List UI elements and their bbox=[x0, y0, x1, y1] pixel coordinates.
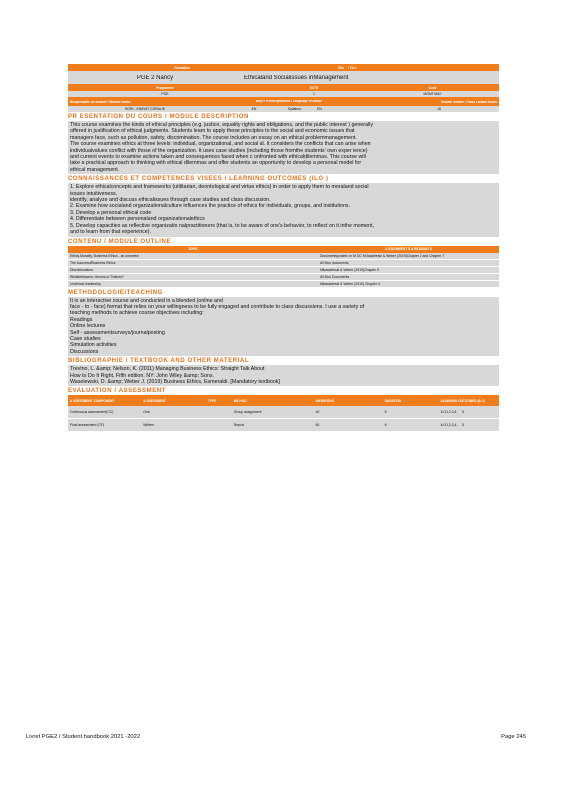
competence-line: and to learn from that experience). bbox=[70, 229, 151, 236]
bibliography-text bbox=[68, 365, 499, 386]
presentation-line: This course examines the kinds of ethical principles (e.g. justice, equality rights and obligations, and the public interest ) generally bbox=[70, 122, 373, 128]
syllabus-value: EN bbox=[317, 107, 322, 111]
competence-line: 1. Explore ethicalconcepts and frameworks (utilitarian, deontological and virtue ethics) in order to apply them to moraland social bbox=[70, 184, 369, 191]
outline-topic: Discriminations bbox=[68, 266, 318, 273]
competences-heading: CONNAISSANCES ET COMPETENCES VISEES / LEARNING OUTCOMES (ILO ) bbox=[68, 176, 329, 183]
ects-value: 1 bbox=[313, 92, 315, 96]
syllabus-label: Syllabus: bbox=[288, 107, 302, 111]
outline-topic-header: TOPIC bbox=[68, 246, 318, 253]
eval-ilo-main: ILO1,2,3,4, bbox=[440, 410, 458, 415]
volume-label: Volume horaire / Class contact hours bbox=[440, 99, 497, 104]
competences-text bbox=[68, 183, 499, 236]
volume-value: 16 bbox=[437, 107, 441, 111]
table-row bbox=[68, 266, 499, 273]
formation-label: Formation bbox=[174, 65, 190, 70]
outline-assignment: Documentsposted on M OC M ilaskeleski & Weber (2019)Chapter 2 and Chapter 7 bbox=[318, 253, 499, 260]
code-value: MGMT4610 bbox=[423, 92, 442, 96]
table-row bbox=[68, 406, 499, 419]
outline-table bbox=[68, 246, 499, 288]
methodology-line: Case studies bbox=[70, 335, 101, 342]
programme-header-bar bbox=[68, 84, 499, 91]
eval-col-assessment: A SSESSMENT bbox=[141, 395, 206, 406]
syllabus-page bbox=[68, 64, 499, 432]
table-row bbox=[68, 273, 499, 280]
methodology-line: Simulation activities bbox=[70, 342, 117, 349]
methodology-line: It is an interactive course and conducted in a blended (online and bbox=[70, 297, 223, 304]
methodology-line: Readings bbox=[70, 316, 93, 323]
eval-duration: 6 bbox=[383, 419, 439, 432]
competence-line: 2. Examine how socialand organizationalculture influences the practice of ethics for individuals, groups, and institutions. bbox=[70, 203, 351, 210]
title-label: Title bbox=[337, 65, 344, 70]
presentation-text bbox=[68, 121, 499, 174]
eval-assessment: Written bbox=[141, 419, 206, 432]
table-row bbox=[68, 280, 499, 287]
outline-assignment: Mikaskeleski & Weber (2019) Chapter 4 bbox=[318, 280, 499, 287]
table-row bbox=[68, 259, 499, 266]
responsable-values-row bbox=[68, 106, 499, 112]
responsable-label: Responsable de module / Module leader bbox=[70, 99, 131, 104]
responsable-value: RORI - KHAYAT CORALIE bbox=[124, 107, 166, 111]
competence-line: issues intuitiveness, bbox=[70, 190, 118, 197]
presentation-line: The course examines ethics at three levels: individual, organizational, and social al. It considers the conflicts that can arise when bbox=[70, 141, 371, 148]
evaluation-header-row bbox=[68, 395, 499, 406]
eval-ilo-extra: 5 bbox=[462, 423, 464, 428]
eval-method bbox=[206, 406, 232, 419]
eval-col-duration: DURATION bbox=[383, 395, 439, 406]
header-formation-bar bbox=[68, 64, 499, 71]
language-label: lang e d'enseignement / Language of tuition bbox=[255, 99, 323, 103]
course-title: Ethicaland Socialissues inManagement bbox=[244, 74, 349, 81]
bibliography-line: How to Do It Right, Fifth edition. NY: John Wiley &amp; Sons. bbox=[70, 372, 214, 379]
competence-line: identify, analyze and discuss ethicalissues through case studies and class discussion. bbox=[70, 197, 271, 204]
outline-assignment: All Moc Documents bbox=[318, 273, 499, 280]
responsable-header-bar bbox=[68, 97, 499, 106]
eval-ilo bbox=[439, 406, 499, 419]
eval-component: Continuous assessment(CC) bbox=[68, 406, 141, 419]
eval-col-component: A SSESSMENT COMPONENT bbox=[68, 395, 141, 406]
presentation-line: managers face, such as pollution, safety, discrimination. The course includes an essay on an ethical problemmanagement. bbox=[70, 134, 357, 141]
outline-assignment: Mikaskeleski & Weber (2019)Chapter 9 bbox=[318, 266, 499, 273]
outline-topic: Ethics,Morality, Business Ethics - an overview bbox=[68, 253, 318, 260]
eval-ilo-extra: 5 bbox=[462, 410, 464, 415]
presentation-line: offered in justification of ethical judgments. Students learn to apply these principles to the social and economic issues that bbox=[70, 128, 355, 135]
footer-page-number: Page 245 bbox=[501, 734, 526, 740]
evaluation-heading: EVALUATION / ASSESSMENT bbox=[68, 388, 167, 395]
outline-heading: CONTENU / MODULE OUTLINE bbox=[68, 238, 172, 245]
outline-header-row bbox=[68, 246, 499, 253]
evaluation-table bbox=[68, 395, 499, 432]
eval-weighting: 40 bbox=[314, 406, 383, 419]
eval-component: Final assessment (CF) bbox=[68, 419, 141, 432]
outline-assignment: All Moc documents bbox=[318, 259, 499, 266]
methodology-line: face - to - face) format that relies on your willingness to be fully engaged and contribute to class discussions. I use a variety of bbox=[70, 303, 365, 310]
presentation-line: and current events to examine actions taken and consequences faced when c onfronted with ethicaldilemmas. This course will bbox=[70, 154, 366, 161]
outline-topic: Whistleblowers: Heroes or Traitors? bbox=[68, 273, 318, 280]
methodology-text bbox=[68, 297, 499, 357]
bibliography-line: Waselewski, D. &amp; Weber J. (2019) Business Ethics, Esmeraldi. [Mandatory textbook] bbox=[70, 378, 280, 385]
code-label: Code bbox=[428, 85, 437, 90]
outline-topic: Unethical leadership bbox=[68, 280, 318, 287]
programme-name: PGE 2 Nancy bbox=[136, 74, 174, 81]
language-value: EN bbox=[251, 107, 257, 111]
presentation-line: take a practical approach to thinking with ethical dilemmas and offer students an opportunity to develop a personal model for bbox=[70, 160, 362, 167]
ects-label: ECTS bbox=[309, 85, 319, 90]
methodology-line: Discussions bbox=[70, 348, 99, 355]
eval-ilo-main: ILO1,2,3,4, bbox=[440, 423, 458, 428]
eval-method bbox=[206, 419, 232, 432]
competence-line: 4. Differentiate between personaland organizationalethics bbox=[70, 216, 205, 223]
bibliography-line: Trevino, L. &amp; Nelson, K. (2011) Managing Business Ethics: Straight Talk About bbox=[70, 366, 265, 373]
eval-ilo bbox=[439, 419, 499, 432]
methodology-line: Self - assessmentsurveys/journalposting bbox=[70, 329, 165, 336]
presentation-line: ethical management. bbox=[70, 166, 120, 173]
competence-line: 3. Develop a personal ethical code bbox=[70, 209, 152, 216]
eval-duration: 6 bbox=[383, 406, 439, 419]
eval-col-weighting: WEIGHTING bbox=[314, 395, 383, 406]
methodology-line: teaching methods to achieve course objectives including: bbox=[70, 310, 204, 317]
page-footer bbox=[26, 734, 526, 740]
methodology-heading: METHODOLOGIE/TEACHING bbox=[68, 289, 163, 296]
eval-assessment: Oral bbox=[141, 406, 206, 419]
methodology-line: Online lectures bbox=[70, 323, 106, 330]
programme-value: PGE bbox=[161, 92, 169, 96]
presentation-heading: PR ESENTATION DU COURS / MODULE DESCRIPTION bbox=[68, 114, 249, 120]
course-title-row bbox=[68, 71, 499, 84]
eval-col-ilo: LEARNING OUTCOMES (ILO) bbox=[439, 395, 499, 406]
title-suffix: / Tit e bbox=[348, 65, 357, 70]
competence-line: 5. Develop capacities as reflective organizatio nalpractitioners (that is, to be aware of one's behavior, to reflect on it inthe moment, bbox=[70, 222, 374, 229]
programme-label: Programme bbox=[156, 85, 174, 90]
eval-type: Group assignment bbox=[232, 406, 314, 419]
eval-col-type: TYPE bbox=[206, 395, 232, 406]
eval-weighting: 60 bbox=[314, 419, 383, 432]
presentation-line: individualvalues conflict with those of the organization. It uses case studies (including those fromthe students' own exper ience) bbox=[70, 147, 368, 154]
eval-col-method: ME HOD bbox=[232, 395, 314, 406]
outline-assignments-header: A SSIGNMENT S & READING S bbox=[318, 246, 499, 253]
footer-handbook-label: Livret PGE2 / Student handbook 2021 -2022 bbox=[26, 734, 141, 740]
outline-topic: The sourcesofBusiness Ethics bbox=[68, 259, 318, 266]
eval-type: Report bbox=[232, 419, 314, 432]
table-row bbox=[68, 419, 499, 432]
bibliography-heading: BIBLIOGRAPHIE / TEXTBOOK AND OTHER MATERIAL bbox=[68, 358, 250, 365]
